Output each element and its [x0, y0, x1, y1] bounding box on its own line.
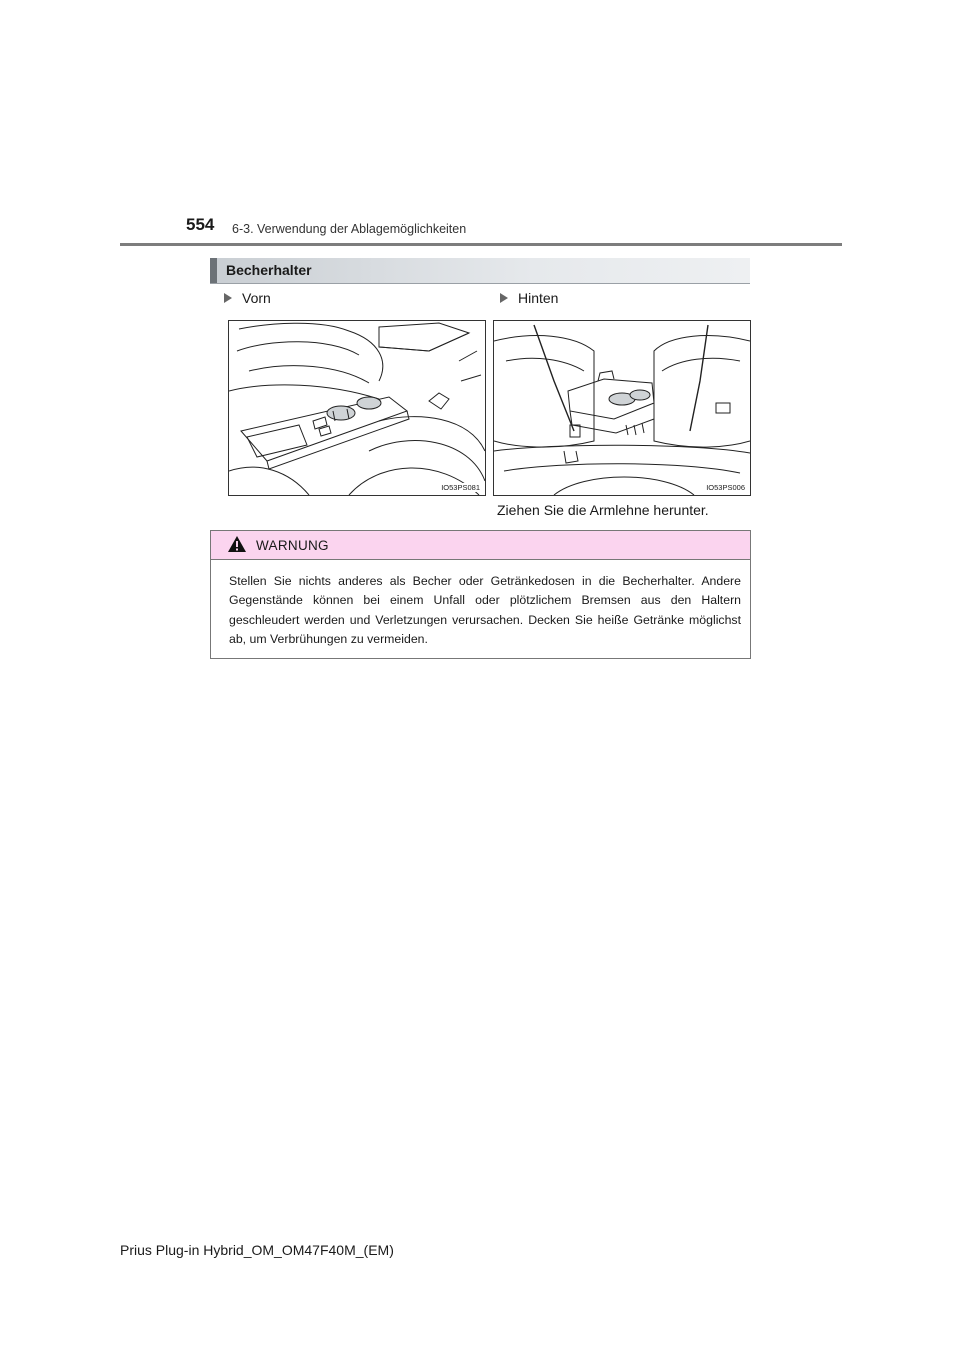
warning-title: WARNUNG	[256, 538, 329, 553]
triangle-bullet-icon	[224, 293, 232, 303]
heading-accent-bar	[210, 258, 217, 283]
triangle-bullet-icon	[500, 293, 508, 303]
warning-triangle-icon	[227, 535, 247, 553]
footer-document-id: Prius Plug-in Hybrid_OM_OM47F40M_(EM)	[120, 1242, 394, 1258]
warning-header	[211, 531, 750, 560]
figure-code: IO53PS006	[706, 483, 745, 492]
section-heading-label: Becherhalter	[226, 262, 312, 278]
front-cup-holder-illustration	[228, 320, 486, 496]
rear-subheading	[500, 290, 558, 306]
header-rule	[120, 243, 842, 246]
warning-text: Stellen Sie nichts anderes als Becher oder Getränkedosen in die Becherhalter. Andere Gegenstände können bei einem Unfall oder plötzlichem Bremsen aus den Haltern geschleudert werden und Verletzungen verursachen. Decken Sie heiße Getränke möglichst ab, um Verbrühungen zu vermeiden.	[229, 574, 741, 646]
rear-cup-holder-illustration	[493, 320, 751, 496]
section-heading	[210, 258, 750, 284]
figure-code: IO53PS081	[441, 483, 480, 492]
instruction-text: Ziehen Sie die Armlehne herunter.	[497, 502, 709, 518]
front-label: Vorn	[242, 290, 271, 306]
page-number: 554	[186, 215, 215, 234]
warning-box	[210, 530, 751, 659]
chapter-title: 6-3. Verwendung der Ablagemöglichkeiten	[232, 222, 467, 236]
front-subheading	[224, 290, 271, 306]
rear-label: Hinten	[518, 290, 559, 306]
